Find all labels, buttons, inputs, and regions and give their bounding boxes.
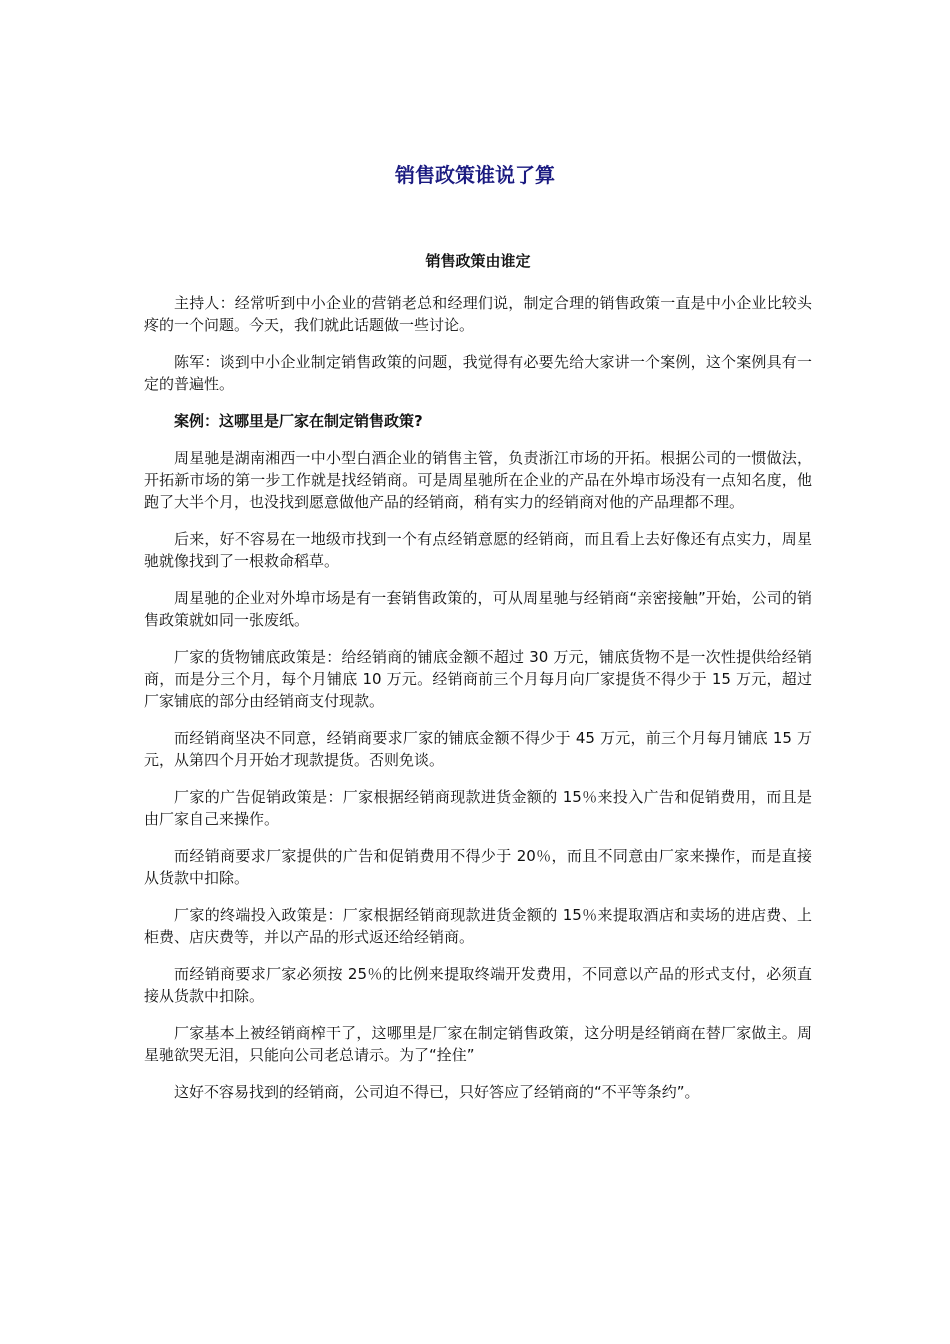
paragraph-dealer-goods-demand: 而经销商坚决不同意，经销商要求厂家的铺底金额不得少于 45 万元，前三个月每月铺底 15 万元，从第四个月开始才现款提货。否则免谈。 xyxy=(144,729,812,769)
paragraph-dealer-terminal-demand: 而经销商要求厂家必须按 25％的比例来提取终端开发费用，不同意以产品的形式支付，必须直接从货款中扣除。 xyxy=(144,965,812,1005)
paragraph-case-background: 周星驰是湖南湘西一中小型白酒企业的销售主管，负责浙江市场的开拓。根据公司的一惯做法，开拓新市场的第一步工作就是找经销商。可是周星驰所在企业的产品在外埠市场没有一点知名度，他跑了大半个月，也没找到愿意做他产品的经销商，稍有实力的经销商对他的产品理都不理。 xyxy=(144,449,812,511)
case-heading: 案例：这哪里是厂家在制定销售政策? xyxy=(174,412,423,430)
paragraph-ad-policy: 厂家的广告促销政策是：厂家根据经销商现款进货金额的 15％来投入广告和促销费用，而且是由厂家自己来操作。 xyxy=(144,788,812,828)
paragraph-goods-policy: 厂家的货物铺底政策是：给经销商的铺底金额不超过 30 万元，铺底货物不是一次性提供给经销商，而是分三个月，每个月铺底 10 万元。经销商前三个月每月向厂家提货不得少于 15 万元，超过厂家铺底的部分由经销商支付现款。 xyxy=(144,648,812,710)
paragraph-found-dealer: 后来，好不容易在一地级市找到一个有点经销意愿的经销商，而且看上去好像还有点实力，周星驰就像找到了一根救命稻草。 xyxy=(144,530,812,570)
paragraph-dealer-ad-demand: 而经销商要求厂家提供的广告和促销费用不得少于 20％，而且不同意由厂家来操作，而是直接从货款中扣除。 xyxy=(144,847,812,887)
page-title: 销售政策谁说了算 xyxy=(395,163,555,187)
section-subtitle: 销售政策由谁定 xyxy=(425,252,531,270)
paragraph-squeezed: 厂家基本上被经销商榨干了，这哪里是厂家在制定销售政策，这分明是经销商在替厂家做主。周星驰欲哭无泪，只能向公司老总请示。为了“拴住” xyxy=(144,1024,812,1064)
paragraph-chen-jun: 陈军：谈到中小企业制定销售政策的问题，我觉得有必要先给大家讲一个案例，这个案例具有一定的普遍性。 xyxy=(144,353,812,393)
paragraph-unequal-treaty: 这好不容易找到的经销商，公司迫不得已，只好答应了经销商的“不平等条约”。 xyxy=(174,1083,700,1101)
paragraph-terminal-policy: 厂家的终端投入政策是：厂家根据经销商现款进货金额的 15％来提取酒店和卖场的进店费、上柜费、店庆费等，并以产品的形式返还给经销商。 xyxy=(144,906,812,946)
document-body xyxy=(144,250,812,1118)
paragraph-policy-waste: 周星驰的企业对外埠市场是有一套销售政策的，可从周星驰与经销商“亲密接触”开始，公司的销售政策就如同一张废纸。 xyxy=(144,589,812,629)
paragraph-host-intro: 主持人：经常听到中小企业的营销老总和经理们说，制定合理的销售政策一直是中小企业比较头疼的一个问题。今天，我们就此话题做一些讨论。 xyxy=(144,294,812,334)
